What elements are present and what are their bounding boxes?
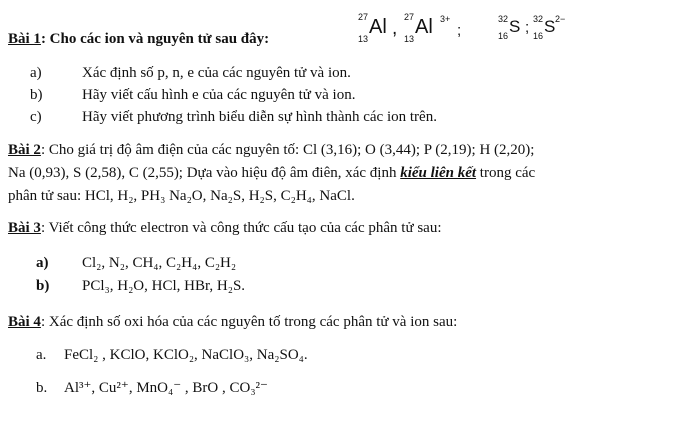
exercise-1-item-c-text: Hãy viết phương trình biểu diễn sự hình thành các ion trên. <box>82 109 437 125</box>
isotope-symbol: S <box>509 17 521 36</box>
isotope-atomic-number: 13 <box>404 34 415 44</box>
exercise-4-item-b-label: b. <box>36 380 48 396</box>
exercise-2-line-3: phân tử sau: HCl, H₂, PH₃ Na₂O, Na₂S, H₂S, C₂H₄, NaCl. <box>8 188 355 204</box>
exercise-2-title: Bài 2 <box>8 142 41 158</box>
exercise-3-item-b-label: b) <box>36 278 50 294</box>
exercise-1-item-b <box>30 86 43 104</box>
exercise-2-text: : Cho giá trị độ âm điện của các nguyên tố: Cl (3,16); O (3,44); P (2,19); H (2,20); <box>40 142 535 158</box>
isotope-mass: 32 <box>498 14 509 24</box>
item-label: b) <box>30 87 43 103</box>
exercise-3-title: Bài 3 <box>8 220 41 236</box>
exercise-1-item-b-text: Hãy viết cấu hình e của các nguyên tử và ion. <box>82 87 356 103</box>
exercise-3-item-a-label: a) <box>36 255 49 271</box>
exercise-1-item-a-text: Xác định số p, n, e của các nguyên tử và ion. <box>82 65 351 81</box>
exercise-4-item-b-text: Al³⁺, Cu²⁺, MnO₄⁻ , BrO , CO₃²⁻ <box>64 380 268 396</box>
isotope-mass: 27 <box>404 12 415 22</box>
isotope-atomic-number: 16 <box>498 31 509 41</box>
exercise-2-text: trong các <box>476 165 536 181</box>
exercise-3-item-b-text: PCl₃, H₂O, HCl, HBr, H₂S. <box>82 278 246 294</box>
exercise-4-heading <box>8 313 457 331</box>
isotope-atomic-number: 13 <box>358 34 369 44</box>
isotope-symbol: Al <box>369 16 387 38</box>
exercise-4-title: Bài 4 <box>8 314 41 330</box>
isotope-mass: 27 <box>358 12 369 22</box>
exercise-3-heading <box>8 219 442 237</box>
exercise-1-item-c <box>30 108 42 126</box>
exercise-3-item-a-text: Cl₂, N₂, CH₄, C₂H₄, C₂H₂ <box>82 255 237 271</box>
exercise-1-item-a <box>30 64 42 82</box>
exercise-2-line-1 <box>8 141 534 159</box>
isotope-symbol: Al <box>415 16 433 38</box>
exercise-1-title-rest: : Cho các ion và nguyên tử sau đây: <box>40 31 270 47</box>
exercise-1-title: Bài 1 <box>8 31 41 47</box>
exercise-4-title-rest: : Xác định số oxi hóa của các nguyên tố trong các phân tử và ion sau: <box>40 314 458 330</box>
isotope-separator: ; <box>457 22 462 39</box>
exercise-3-title-rest: : Viết công thức electron và công thức cấu tạo của các phân tử sau: <box>40 220 442 236</box>
exercise-4-item-a-text: FeCl₂ , KClO, KClO₂, NaClO₃, Na₂SO₄. <box>64 347 308 363</box>
isotope-mass: 32 <box>533 14 544 24</box>
exercise-2-text: Na (0,93), S (2,58), C (2,55); Dựa vào hiệu độ âm điên, xác định <box>8 165 401 181</box>
item-label: a) <box>30 65 42 81</box>
isotope-charge: 2− <box>555 14 566 24</box>
isotope-charge: 3+ <box>440 14 451 24</box>
isotope-separator: ; <box>525 19 530 36</box>
item-label: c) <box>30 109 42 125</box>
isotope-separator: , <box>392 18 398 39</box>
exercise-2-line-2 <box>8 164 535 182</box>
exercise-1-heading <box>8 30 269 48</box>
isotope-symbol: S <box>544 17 556 36</box>
exercise-4-item-a-label: a. <box>36 347 47 363</box>
exercise-2-emphasis: kiểu liên kết <box>400 165 477 181</box>
isotope-atomic-number: 16 <box>533 31 544 41</box>
